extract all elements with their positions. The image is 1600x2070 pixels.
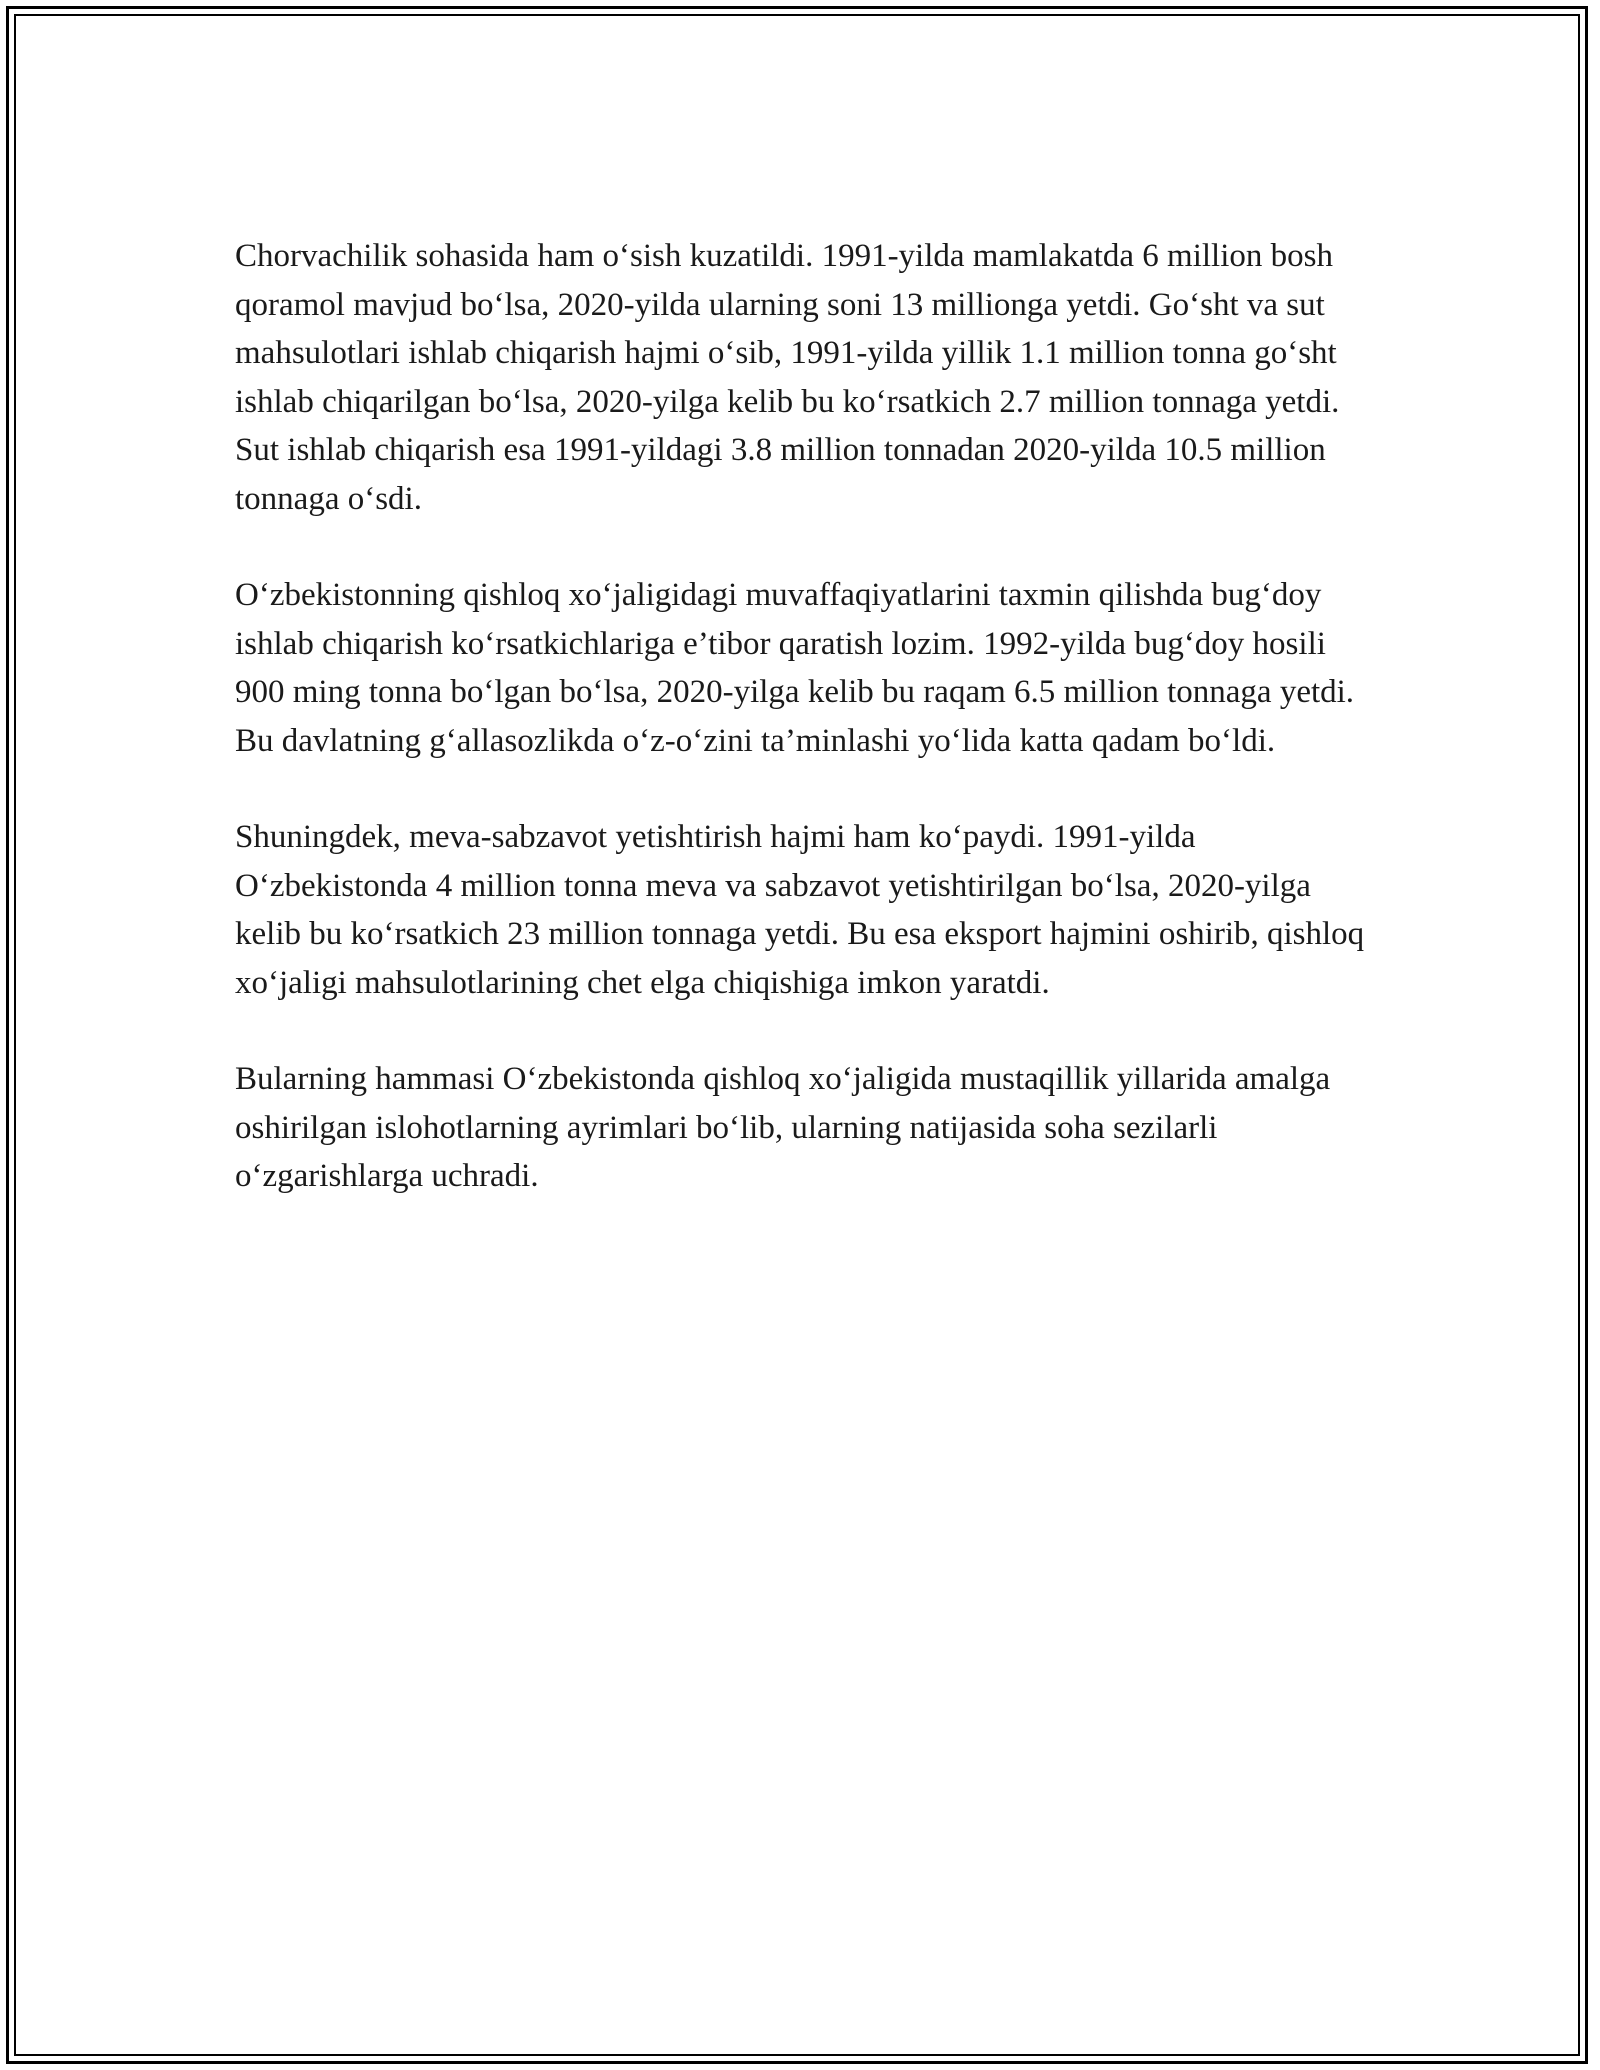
paragraph-fruits-vegetables: Shuningdek, meva-sabzavot yetishtirish hajmi ham ko‘paydi. 1991-yilda O‘zbekistonda 4 million tonna meva va sabzavot yetishtirilgan bo‘lsa, 2020-yilga kelib bu ko‘rsatkich 23 million tonnaga yetdi. Bu esa eksport hajmini oshirib, qishloq xo‘jaligi mahsulotlarining chet elga chiqishiga imkon yaratdi.: [235, 819, 1365, 1001]
document-body: [235, 232, 1365, 1249]
paragraph-conclusion: Bularning hammasi O‘zbekistonda qishloq xo‘jaligida mustaqillik yillarida amalga oshirilgan islohotlarning ayrimlari bo‘lib, ularning natijasida soha sezilarli o‘zgarishlarga uchradi.: [235, 1061, 1331, 1194]
paragraph-livestock: Chorvachilik sohasida ham o‘sish kuzatildi. 1991-yilda mamlakatda 6 million bosh qoramol mavjud bo‘lsa, 2020-yilda ularning soni 13 millionga yetdi. Go‘sht va sut mahsulotlari ishlab chiqarish hajmi o‘sib, 1991-yilda yillik 1.1 million tonna go‘sht ishlab chiqarilgan bo‘lsa, 2020-yilga kelib bu ko‘rsatkich 2.7 million tonnaga yetdi. Sut ishlab chiqarish esa 1991-yildagi 3.8 million tonnadan 2020-yilda 10.5 million tonnaga o‘sdi.: [235, 238, 1340, 517]
paragraph-wheat: O‘zbekistonning qishloq xo‘jaligidagi muvaffaqiyatlarini taxmin qilishda bug‘doy ishlab chiqarish ko‘rsatkichlariga e’tibor qaratish lozim. 1992-yilda bug‘doy hosili 900 ming tonna bo‘lgan bo‘lsa, 2020-yilga kelib bu raqam 6.5 million tonnaga yetdi. Bu davlatning g‘allasozlikda o‘z-o‘zini ta’minlashi yo‘lida katta qadam bo‘ldi.: [235, 577, 1355, 759]
